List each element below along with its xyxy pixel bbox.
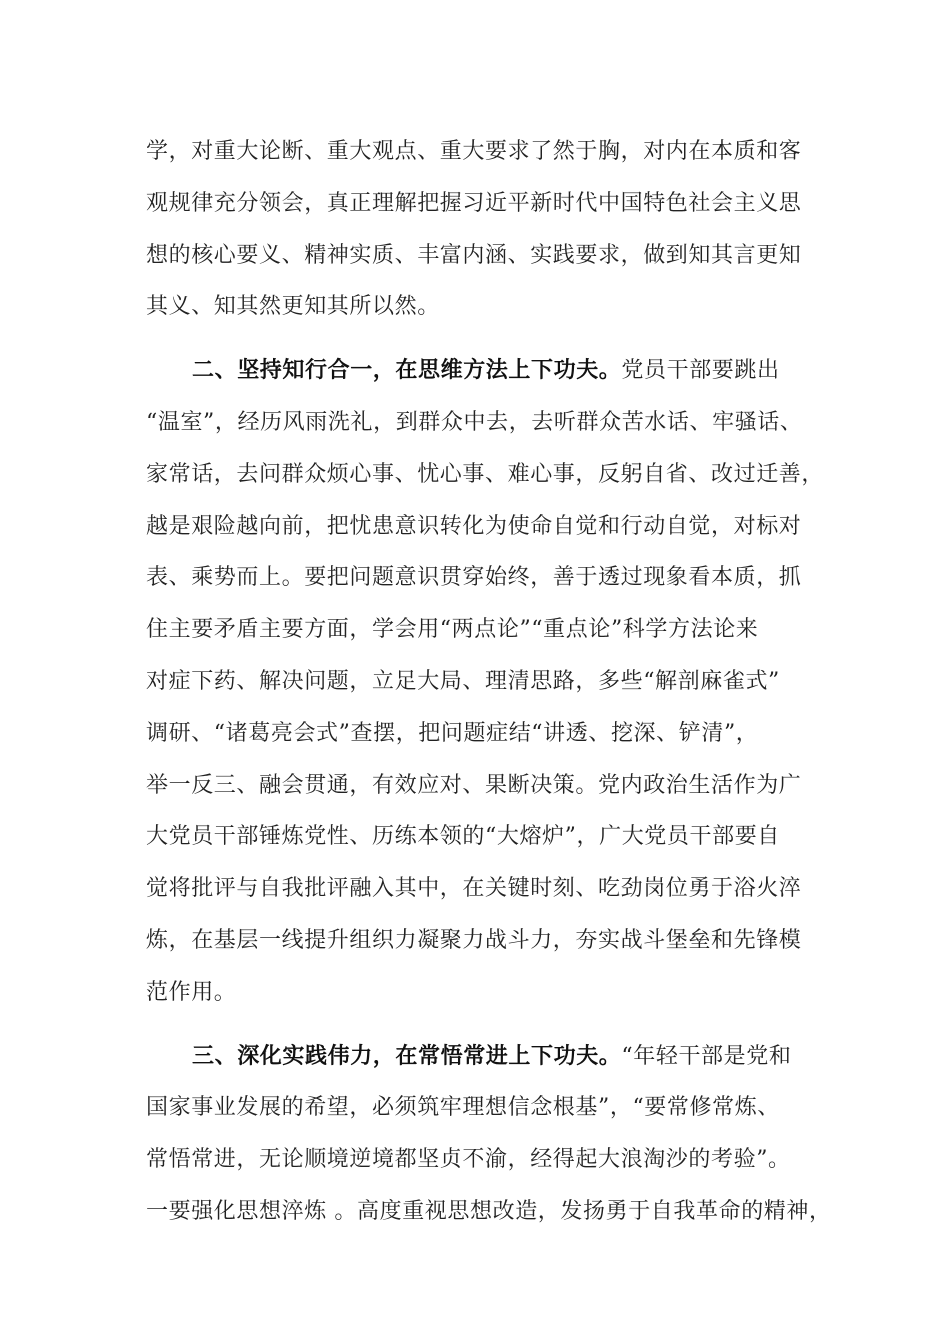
section-3-heading: 三、深化实践伟力，在常悟常进上下功夫。 [192,1042,622,1069]
paragraph-2-line-10: 大党员干部锤炼党性、历练本领的“大熔炉”，广大党员干部要自 [146,824,780,850]
paragraph-1-line-3: 想的核心要义、精神实质、丰富内涵、实践要求，做到知其言更知 [146,242,802,268]
section-2-heading: 二、坚持知行合一，在思维方法上下功夫。 [192,357,622,384]
paragraph-2-first-line-text: 党员干部要跳出 [621,358,780,384]
paragraph-2-line-6: 住主要矛盾主要方面，学会用“两点论”“重点论”科学方法论来 [146,617,759,643]
paragraph-2-line-2: “温室”，经历风雨洗礼，到群众中去，去听群众苦水话、牢骚话、 [146,409,803,435]
paragraph-2-line-9: 举一反三、融会贯通，有效应对、果断决策。党内政治生活作为广 [146,772,802,798]
paragraph-3-first-line-text: “年轻干部是党和 [621,1043,792,1069]
paragraph-3-first-line [146,1031,826,1083]
paragraph-3-line-4: 一要强化思想淬炼 。高度重视思想改造，发扬勇于自我革命的精神， [146,1198,832,1224]
paragraph-2-line-7: 对症下药、解决问题，立足大局、理清思路，多些“解剖麻雀式” [146,668,780,694]
paragraph-2-line-13: 范作用。 [146,979,237,1005]
paragraph-2-first-line [146,345,826,397]
paragraph-3-line-3: 常悟常进，无论顺境逆境都坚贞不渝，经得起大浪淘沙的考验”。 [146,1147,791,1173]
paragraph-1-line-2: 观规律充分领会，真正理解把握习近平新时代中国特色社会主义思 [146,190,802,216]
paragraph-2-line-3: 家常话，去问群众烦心事、忧心事、难心事，反躬自省、改过迁善， [146,461,825,487]
paragraph-1-line-1: 学，对重大论断、重大观点、重大要求了然于胸，对内在本质和客 [146,139,802,164]
paragraph-2-line-11: 觉将批评与自我批评融入其中，在关键时刻、吃劲岗位勇于浴火淬 [146,876,802,902]
document-body [146,126,832,1238]
paragraph-2-line-12: 炼，在基层一线提升组织力凝聚力战斗力，夯实战斗堡垒和先锋模 [146,927,802,953]
paragraph-1-line-4: 其义、知其然更知其所以然。 [146,294,440,320]
paragraph-2-line-4: 越是艰险越向前，把忧患意识转化为使命自觉和行动自觉，对标对 [146,513,802,539]
paragraph-3-line-2: 国家事业发展的希望，必须筑牢理想信念根基”，“要常修常炼、 [146,1095,780,1121]
paragraph-2-line-8: 调研、“诸葛亮会式”查摆，把问题症结“讲透、挖深、铲清”， [146,720,759,746]
paragraph-2-line-5: 表、乘势而上。要把问题意识贯穿始终，善于透过现象看本质，抓 [146,565,802,591]
